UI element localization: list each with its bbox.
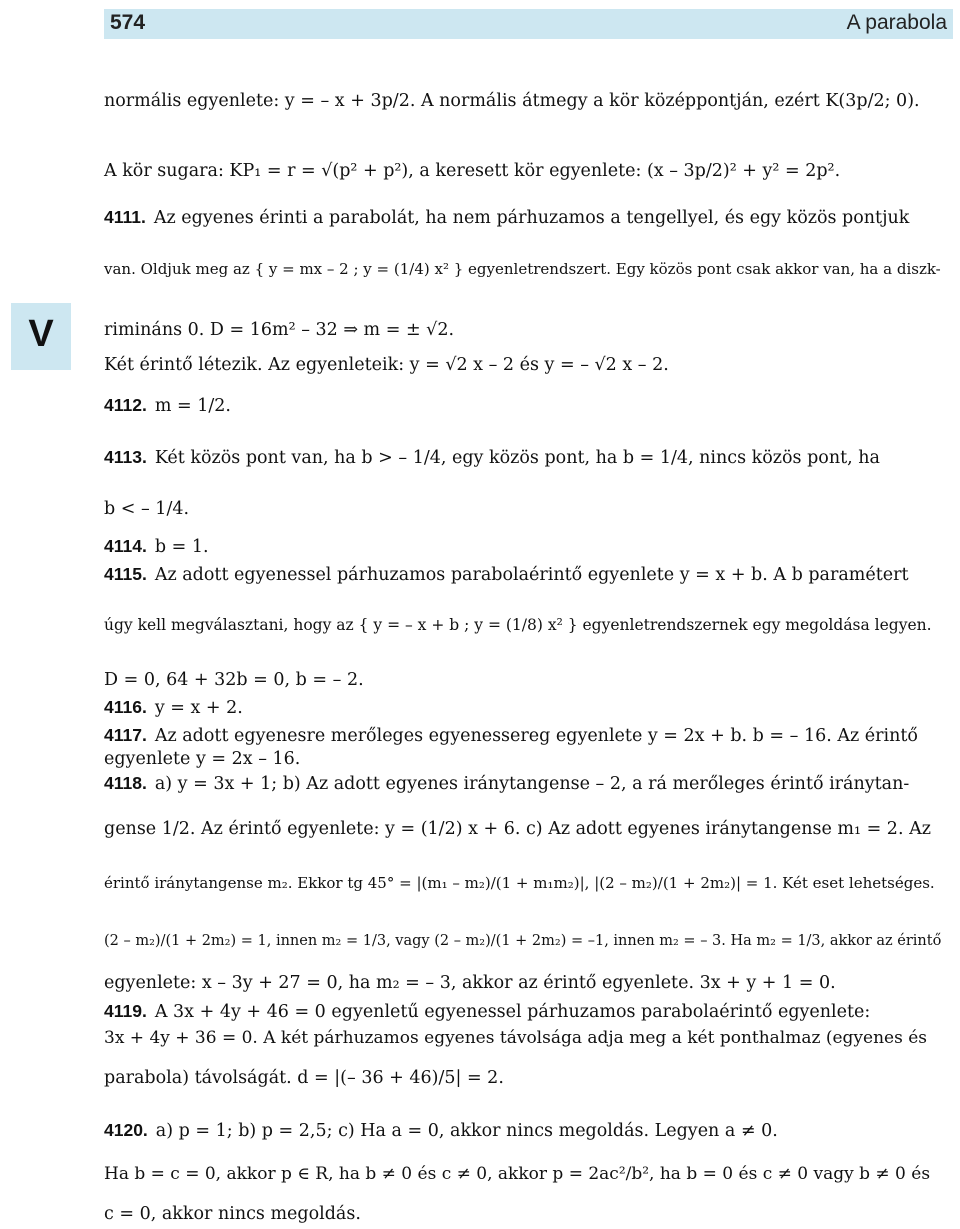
text-line <box>104 1027 927 1049</box>
text-line <box>104 258 941 280</box>
problem-number: 4116. <box>104 697 147 717</box>
text-line <box>104 614 932 636</box>
line-text: Az adott egyenessel párhuzamos parabolaérintő egyenlete y = x + b. A b paramétert <box>154 565 909 585</box>
line-text: gense 1/2. Az érintő egyenlete: y = (1/2) x + 6. c) Az adott egyenes iránytangense m₁ = 2. Az <box>104 819 931 839</box>
line-text: c = 0, akkor nincs megoldás. <box>104 1204 361 1224</box>
chapter-tab <box>11 303 71 370</box>
line-text: A kör sugara: KP₁ = r = √(p² + p²), a keresett kör egyenlete: (x – 3p/2)² + y² = 2p². <box>104 161 841 181</box>
line-text: Két érintő létezik. Az egyenleteik: y = √2 x – 2 és y = – √2 x – 2. <box>104 355 669 375</box>
problem-number: 4117. <box>104 725 147 745</box>
text-line <box>104 160 840 182</box>
line-text: a) p = 1; b) p = 2,5; c) Ha a = 0, akkor nincs megoldás. Legyen a ≠ 0. <box>155 1121 778 1141</box>
problem-solution-line <box>104 394 231 417</box>
line-text: parabola) távolságát. d = |(– 36 + 46)/5| = 2. <box>104 1068 504 1088</box>
problem-solution-line <box>104 772 909 795</box>
problem-solution-line <box>104 446 880 469</box>
problem-number: 4113. <box>104 447 147 467</box>
line-text: 3x + 4y + 36 = 0. A két párhuzamos egyenes távolsága adja meg a két ponthalmaz (egyenes és <box>104 1028 928 1048</box>
problem-number: 4112. <box>104 395 147 415</box>
line-text: b = 1. <box>154 537 209 557</box>
text-line <box>104 748 300 770</box>
problem-number: 4114. <box>104 536 147 556</box>
text-line <box>104 818 931 840</box>
text-line <box>104 1067 504 1089</box>
line-text: A 3x + 4y + 46 = 0 egyenletű egyenessel párhuzamos parabolaérintő egyenlete: <box>154 1002 871 1022</box>
line-text: egyenlete: x – 3y + 27 = 0, ha m₂ = – 3, akkor az érintő egyenlete. 3x + y + 1 = 0. <box>104 973 836 993</box>
problem-number: 4115. <box>104 564 147 584</box>
line-text: b < – 1/4. <box>104 499 190 519</box>
line-text: úgy kell megválasztani, hogy az { y = – x + b ; y = (1/8) x² } egyenletrendszernek egy megoldása legyen. <box>104 616 932 634</box>
line-text: van. Oldjuk meg az { y = mx – 2 ; y = (1/4) x² } egyenletrendszert. Egy közös pont csak akkor van, ha a diszk- <box>104 260 941 278</box>
problem-number: 4119. <box>104 1001 147 1021</box>
line-text: rimináns 0. D = 16m² – 32 ⇒ m = ± √2. <box>104 320 455 340</box>
problem-solution-line <box>104 724 918 747</box>
problem-solution-line <box>104 535 209 558</box>
text-line <box>104 90 920 112</box>
text-line <box>104 319 454 341</box>
problem-number: 4111. <box>104 207 146 227</box>
line-text: D = 0, 64 + 32b = 0, b = – 2. <box>104 670 364 690</box>
line-text: normális egyenlete: y = – x + 3p/2. A normális átmegy a kör középpontján, ezért K(3p/2; 0). <box>104 91 920 111</box>
text-line <box>104 1203 361 1225</box>
line-text: y = x + 2. <box>154 698 243 718</box>
page-number: 574 <box>110 11 146 34</box>
text-line <box>104 972 836 994</box>
line-text: Az adott egyenesre merőleges egyenessereg egyenlete y = 2x + b. b = – 16. Az érintő <box>154 726 918 746</box>
problem-solution-line <box>104 1000 870 1023</box>
line-text: m = 1/2. <box>154 396 231 416</box>
line-text: Két közös pont van, ha b > – 1/4, egy közös pont, ha b = 1/4, nincs közös pont, ha <box>154 448 880 468</box>
chapter-tab-label: V <box>28 313 54 355</box>
text-line <box>104 354 669 376</box>
page-header <box>104 9 953 39</box>
line-text: Az egyenes érinti a parabolát, ha nem párhuzamos a tengellyel, és egy közös pontjuk <box>153 208 910 228</box>
section-title: A parabola <box>846 11 947 34</box>
problem-solution-line <box>104 696 243 719</box>
text-line <box>104 498 189 520</box>
text-line <box>104 1163 930 1185</box>
line-text: (2 – m₂)/(1 + 2m₂) = 1, innen m₂ = 1/3, vagy (2 – m₂)/(1 + 2m₂) = –1, innen m₂ = – 3. Ha m₂ = 1/3, akkor az érintő <box>104 933 942 949</box>
text-line <box>104 930 941 952</box>
problem-solution-line <box>104 206 909 229</box>
text-line <box>104 669 364 691</box>
problem-solution-line <box>104 563 909 586</box>
line-text: a) y = 3x + 1; b) Az adott egyenes iránytangense – 2, a rá merőleges érintő iránytan- <box>154 774 910 794</box>
line-text: érintő iránytangense m₂. Ekkor tg 45° = |(m₁ – m₂)/(1 + m₁m₂)|, |(2 – m₂)/(1 + 2m₂)| = 1. Két eset lehetséges. <box>104 874 935 892</box>
problem-number: 4118. <box>104 773 147 793</box>
problem-number: 4120. <box>104 1120 148 1140</box>
problem-solution-line <box>104 1119 778 1142</box>
line-text: egyenlete y = 2x – 16. <box>104 749 301 769</box>
line-text: Ha b = c = 0, akkor p ∈ R, ha b ≠ 0 és c ≠ 0, akkor p = 2ac²/b², ha b = 0 és c ≠ 0 vagy b ≠ 0 és <box>104 1164 931 1184</box>
text-line <box>104 872 935 894</box>
